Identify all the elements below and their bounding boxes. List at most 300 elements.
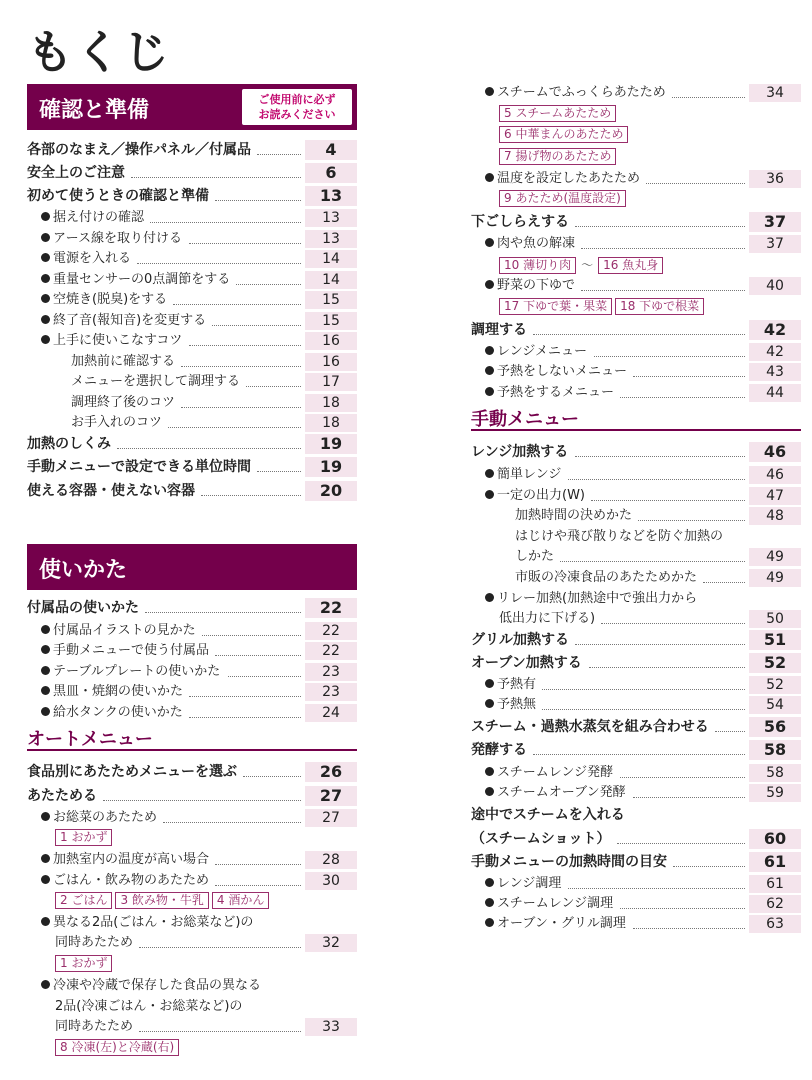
- bullet-icon: [485, 87, 494, 96]
- page-number: 60: [749, 829, 801, 849]
- toc-entry[interactable]: [27, 682, 357, 702]
- page-number: 18: [305, 414, 357, 432]
- section-title: 確認と準備: [39, 98, 150, 123]
- dot-leader: [173, 290, 301, 305]
- bullet-icon: [485, 767, 494, 776]
- page-number: 15: [305, 291, 357, 309]
- page-number: 62: [749, 895, 801, 913]
- menu-ref-tag[interactable]: 4 酒かん: [212, 892, 269, 909]
- entry-label: [471, 212, 569, 232]
- entry-text: 低出力に下げる): [499, 611, 596, 626]
- toc-entry[interactable]: [471, 914, 801, 934]
- dot-leader: [163, 808, 301, 823]
- entry-label: [41, 331, 182, 351]
- toc-entry[interactable]: [471, 362, 801, 382]
- dot-leader: [633, 362, 745, 377]
- toc-entry[interactable]: [471, 653, 801, 673]
- entry-label: [485, 234, 575, 254]
- entry-label: [27, 481, 195, 501]
- toc-entry[interactable]: [471, 465, 801, 485]
- toc-entry[interactable]: [471, 83, 801, 103]
- page-number: 52: [749, 653, 801, 673]
- dot-leader: [638, 506, 745, 521]
- toc-entry[interactable]: [471, 320, 801, 340]
- entry-text: 調理する: [471, 322, 527, 338]
- entry-text: 簡単レンジ: [497, 467, 562, 482]
- entry-text: 安全上のご注意: [27, 165, 125, 181]
- page-number: 22: [305, 642, 357, 660]
- toc-entry[interactable]: [27, 311, 357, 331]
- entry-text: 下ごしらえする: [471, 214, 569, 230]
- entry-text: スチームレンジ発酵: [497, 765, 614, 780]
- toc-entry[interactable]: [471, 589, 801, 609]
- page-number: 59: [749, 784, 801, 802]
- entry-label: [485, 83, 666, 103]
- entry-text: 据え付けの確認: [53, 210, 145, 225]
- dot-leader: [560, 547, 745, 562]
- page-number: 47: [749, 487, 801, 505]
- dot-leader: [533, 740, 745, 755]
- toc-entry[interactable]: [27, 621, 357, 641]
- page-number: 13: [305, 230, 357, 248]
- toc-entry[interactable]: [471, 442, 801, 462]
- bullet-icon: [485, 490, 494, 499]
- toc-entry[interactable]: [471, 276, 801, 296]
- dot-leader: [542, 695, 745, 710]
- page-number: 46: [749, 466, 801, 484]
- entry-text: 付属品の使いかた: [27, 600, 139, 616]
- entry-text: 異なる2品(ごはん・お総菜など)の: [53, 915, 254, 930]
- menu-ref-tags: [499, 105, 619, 123]
- entry-text: アース線を取り付ける: [53, 231, 182, 246]
- toc-entry[interactable]: [471, 805, 801, 825]
- entry-label: [485, 362, 627, 382]
- dot-leader: [575, 212, 745, 227]
- entry-text: 給水タンクの使いかた: [53, 705, 183, 720]
- dot-leader: [542, 675, 745, 690]
- menu-ref-tag[interactable]: 10 薄切り肉: [499, 257, 576, 274]
- dot-leader: [189, 682, 301, 697]
- page-number: 58: [749, 764, 801, 782]
- dot-leader: [633, 783, 745, 798]
- toc-entry[interactable]: [27, 186, 357, 206]
- entry-label: [41, 871, 209, 891]
- page-number: 26: [305, 762, 357, 782]
- toc-entry[interactable]: [471, 169, 801, 189]
- entry-label: [471, 442, 568, 462]
- note-line: ご使用前に必ず: [258, 93, 336, 106]
- menu-ref-tags: [55, 1039, 182, 1057]
- dot-leader: [533, 320, 745, 335]
- bullet-icon: [41, 253, 50, 262]
- toc-entry[interactable]: [27, 762, 357, 782]
- menu-ref-tag[interactable]: 16 魚丸身: [598, 257, 663, 274]
- bullet-icon: [41, 980, 50, 989]
- entry-text: レンジ調理: [497, 876, 562, 891]
- toc-entry[interactable]: [27, 933, 357, 953]
- toc-entry[interactable]: [471, 609, 801, 629]
- page-number: 56: [749, 717, 801, 737]
- entry-label: [485, 589, 697, 609]
- entry-text: 調理終了後のコツ: [71, 395, 176, 410]
- entry-text: 2品(冷凍ごはん・お総菜など)の: [55, 999, 243, 1014]
- section-heading-manual-menu: [471, 405, 801, 431]
- dot-leader: [212, 311, 301, 326]
- entry-text: 同時あたため: [55, 1019, 134, 1034]
- entry-text: 予熱有: [497, 677, 537, 692]
- page-number: 20: [305, 481, 357, 501]
- dot-leader: [117, 434, 301, 449]
- page-number: 36: [749, 170, 801, 188]
- bullet-icon: [485, 173, 494, 182]
- entry-label: [27, 186, 209, 206]
- menu-ref-tag[interactable]: 3 飲み物・牛乳: [115, 892, 208, 909]
- entry-label: [71, 393, 175, 413]
- entry-text: レンジ加熱する: [471, 444, 569, 460]
- entry-label: [485, 914, 626, 934]
- toc-entry[interactable]: [27, 208, 357, 228]
- menu-ref-tag[interactable]: 18 下ゆで根菜: [615, 298, 704, 315]
- toc-entry[interactable]: [471, 486, 801, 506]
- entry-text: 加熱前に確認する: [71, 354, 176, 369]
- toc-entry[interactable]: [27, 598, 357, 618]
- dot-leader: [215, 641, 301, 656]
- page-title: もくじ: [27, 25, 171, 79]
- dot-leader: [673, 852, 745, 867]
- menu-ref-tag[interactable]: 17 下ゆで葉・果菜: [499, 298, 612, 315]
- toc-entry[interactable]: [27, 703, 357, 723]
- dot-leader: [139, 933, 301, 948]
- section-heading-auto-menu: [27, 725, 357, 751]
- toc-entry[interactable]: [471, 783, 801, 803]
- dot-leader: [236, 270, 301, 285]
- page-number: 23: [305, 683, 357, 701]
- page-number: 28: [305, 851, 357, 869]
- page-number: 4: [305, 140, 357, 160]
- dot-leader: [246, 372, 301, 387]
- toc-entry[interactable]: [471, 894, 801, 914]
- toc-entry[interactable]: [27, 1017, 357, 1037]
- toc-entry[interactable]: [27, 997, 357, 1017]
- entry-label: [485, 486, 585, 506]
- menu-ref-tag[interactable]: 8 冷凍(左)と冷蔵(右): [55, 1039, 179, 1056]
- entry-text: お手入れのコツ: [71, 415, 163, 430]
- entry-text: リレー加熱(加熱途中で強出力から: [497, 591, 698, 606]
- entry-label: [485, 342, 587, 362]
- toc-entry[interactable]: [471, 568, 801, 588]
- entry-text: 食品別にあたためメニューを選ぶ: [27, 764, 237, 780]
- toc-entry[interactable]: [471, 212, 801, 232]
- toc-entry[interactable]: [27, 662, 357, 682]
- read-before-use-note: [242, 89, 352, 125]
- bullet-icon: [485, 387, 494, 396]
- entry-text: 肉や魚の解凍: [497, 236, 576, 251]
- bullet-icon: [41, 666, 50, 675]
- entry-label: [471, 320, 527, 340]
- entry-text: 手動メニューで設定できる単位時間: [27, 459, 251, 475]
- section-title: オートメニュー: [27, 729, 153, 750]
- toc-entry[interactable]: [471, 383, 801, 403]
- note-line: お読みください: [258, 108, 336, 121]
- dot-leader: [646, 169, 745, 184]
- page-number: 6: [305, 163, 357, 183]
- toc-entry[interactable]: [471, 695, 801, 715]
- page-number: 61: [749, 852, 801, 872]
- dot-leader: [257, 457, 301, 472]
- entry-text: しかた: [515, 549, 555, 564]
- bullet-icon: [41, 294, 50, 303]
- entry-text: 同時あたため: [55, 935, 134, 950]
- dot-leader: [581, 276, 745, 291]
- menu-ref-tag[interactable]: 5 スチームあたため: [499, 105, 616, 122]
- toc-entry[interactable]: [27, 786, 357, 806]
- toc-entry[interactable]: [27, 641, 357, 661]
- bullet-icon: [485, 593, 494, 602]
- entry-text: スチーム・過熱水蒸気を組み合わせる: [471, 719, 709, 735]
- dot-leader: [189, 229, 301, 244]
- entry-text: スチームオーブン発酵: [497, 785, 626, 800]
- toc-entry[interactable]: [27, 850, 357, 870]
- dot-leader: [568, 874, 745, 889]
- entry-label: [55, 997, 242, 1017]
- toc-entry[interactable]: [27, 229, 357, 249]
- menu-ref-tags: [499, 298, 707, 316]
- page-number: 42: [749, 343, 801, 361]
- bullet-icon: [41, 212, 50, 221]
- dot-leader: [243, 762, 301, 777]
- dot-leader: [202, 621, 301, 636]
- entry-text: 加熱時間の決めかた: [515, 508, 633, 523]
- toc-entry[interactable]: [27, 331, 357, 351]
- entry-label: [471, 829, 610, 849]
- entry-label: [41, 270, 230, 290]
- entry-label: [515, 547, 554, 567]
- bullet-icon: [41, 315, 50, 324]
- page-number: 54: [749, 696, 801, 714]
- entry-text: あたためる: [27, 788, 97, 804]
- page-number: 32: [305, 934, 357, 952]
- toc-entry[interactable]: [27, 270, 357, 290]
- entry-label: [71, 352, 175, 372]
- toc-entry[interactable]: [471, 874, 801, 894]
- dot-leader: [215, 186, 301, 201]
- entry-label: [485, 695, 536, 715]
- entry-text: 一定の出力(W): [497, 488, 585, 503]
- section-title: 手動メニュー: [471, 409, 579, 430]
- entry-text: 冷凍や冷蔵で保存した食品の異なる: [53, 978, 262, 993]
- entry-text: 重量センサーの0点調節をする: [53, 272, 231, 287]
- entry-text: 黒皿・焼網の使いかた: [53, 684, 184, 699]
- entry-text: レンジメニュー: [497, 344, 587, 359]
- page-number: 27: [305, 786, 357, 806]
- toc-entry[interactable]: [27, 249, 357, 269]
- page-number: 14: [305, 250, 357, 268]
- bullet-icon: [485, 238, 494, 247]
- bullet-icon: [41, 274, 50, 283]
- entry-label: [485, 675, 536, 695]
- entry-label: [71, 372, 240, 392]
- toc-entry[interactable]: [27, 976, 357, 996]
- entry-text: 付属品イラストの見かた: [53, 623, 196, 638]
- menu-ref-tag[interactable]: 6 中華まんのあたため: [499, 126, 628, 143]
- entry-text: お総菜のあたため: [53, 810, 158, 825]
- entry-text: 予熱をするメニュー: [497, 385, 615, 400]
- toc-entry[interactable]: [27, 393, 357, 413]
- toc-entry[interactable]: [471, 630, 801, 650]
- page-number: 22: [305, 598, 357, 618]
- menu-ref-tag[interactable]: 1 おかず: [55, 955, 112, 972]
- menu-ref-tag[interactable]: 1 おかず: [55, 829, 112, 846]
- menu-ref-tags: [499, 126, 631, 144]
- entry-label: [55, 1017, 133, 1037]
- bullet-icon: [41, 686, 50, 695]
- page-number: 14: [305, 271, 357, 289]
- entry-text: スチームレンジ調理: [497, 896, 614, 911]
- dot-leader: [591, 486, 745, 501]
- entry-text: オーブン加熱する: [471, 655, 582, 671]
- entry-label: [41, 208, 144, 228]
- toc-entry[interactable]: [471, 740, 801, 760]
- entry-label: [471, 630, 569, 650]
- page-number: 19: [305, 457, 357, 477]
- entry-label: [485, 383, 614, 403]
- page-number: 52: [749, 676, 801, 694]
- entry-text: 途中でスチームを入れる: [471, 807, 625, 823]
- page-number: 19: [305, 434, 357, 454]
- toc-entry[interactable]: [471, 527, 801, 547]
- entry-label: [485, 894, 613, 914]
- entry-label: [485, 783, 626, 803]
- page-number: 33: [305, 1018, 357, 1036]
- entry-label: [55, 933, 133, 953]
- toc-entry[interactable]: [471, 547, 801, 567]
- dot-leader: [168, 413, 301, 428]
- toc-entry[interactable]: [27, 140, 357, 160]
- dot-leader: [137, 249, 301, 264]
- entry-label: [27, 457, 251, 477]
- bullet-icon: [485, 787, 494, 796]
- page-number: 61: [749, 875, 801, 893]
- dot-leader: [620, 763, 745, 778]
- entry-label: [41, 808, 157, 828]
- toc-entry[interactable]: [27, 290, 357, 310]
- entry-text: 発酵する: [471, 742, 527, 758]
- bullet-icon: [41, 625, 50, 634]
- dot-leader: [568, 465, 745, 480]
- entry-text: （スチームショット）: [471, 831, 611, 847]
- entry-label: [41, 976, 261, 996]
- page-number: 37: [749, 212, 801, 232]
- entry-text: 空焼き(脱臭)をする: [53, 292, 168, 307]
- page-number: 48: [749, 507, 801, 525]
- toc-entry[interactable]: [471, 852, 801, 872]
- entry-text: 予熱無: [497, 697, 537, 712]
- page-number: 16: [305, 353, 357, 371]
- page-number: 63: [749, 915, 801, 933]
- menu-ref-tag[interactable]: 7 揚げ物のあたため: [499, 148, 616, 165]
- page-number: 37: [749, 235, 801, 253]
- entry-label: [515, 506, 632, 526]
- entry-text: グリル加熱する: [471, 632, 569, 648]
- dot-leader: [601, 609, 745, 624]
- toc-entry[interactable]: [471, 829, 801, 849]
- entry-label: [485, 276, 575, 296]
- toc-entry[interactable]: [27, 457, 357, 477]
- entry-text: 初めて使うときの確認と準備: [27, 188, 209, 204]
- dot-leader: [257, 140, 301, 155]
- dot-leader: [633, 914, 745, 929]
- entry-text: メニューを選択して調理する: [71, 374, 241, 389]
- dot-leader: [139, 1017, 301, 1032]
- entry-label: [27, 598, 139, 618]
- toc-entry[interactable]: [471, 717, 801, 737]
- entry-text: 終了音(報知音)を変更する: [53, 313, 207, 328]
- entry-label: [471, 653, 582, 673]
- entry-text: 予熱をしないメニュー: [497, 364, 628, 379]
- toc-entry[interactable]: [27, 372, 357, 392]
- menu-ref-tags: [55, 955, 115, 973]
- dot-leader: [131, 163, 301, 178]
- toc-entry[interactable]: [27, 352, 357, 372]
- bullet-icon: [485, 280, 494, 289]
- bullet-icon: [41, 812, 50, 821]
- page-number: 34: [749, 84, 801, 102]
- menu-ref-tags: [499, 148, 619, 166]
- dot-leader: [575, 630, 745, 645]
- dot-leader: [589, 653, 745, 668]
- toc-entry[interactable]: [27, 913, 357, 933]
- entry-text: 電源を入れる: [53, 251, 132, 266]
- entry-label: [41, 641, 209, 661]
- entry-label: [41, 913, 253, 933]
- bullet-icon: [41, 335, 50, 344]
- menu-ref-tag[interactable]: 2 ごはん: [55, 892, 112, 909]
- toc-entry[interactable]: [471, 506, 801, 526]
- toc-entry[interactable]: [27, 808, 357, 828]
- bullet-icon: [41, 707, 50, 716]
- page-number: 15: [305, 312, 357, 330]
- bullet-icon: [485, 366, 494, 375]
- toc-entry[interactable]: [471, 342, 801, 362]
- entry-text: 手動メニューの加熱時間の目安: [471, 854, 667, 870]
- page-number: 17: [305, 373, 357, 391]
- entry-label: [515, 527, 723, 547]
- toc-entry[interactable]: [27, 871, 357, 891]
- dot-leader: [181, 352, 301, 367]
- entry-text: スチームでふっくらあたため: [497, 85, 666, 100]
- toc-entry[interactable]: [27, 163, 357, 183]
- entry-label: [27, 140, 251, 160]
- entry-label: [27, 163, 125, 183]
- menu-ref-tag[interactable]: 9 あたため(温度設定): [499, 190, 626, 207]
- entry-text: はじけや飛び散りなどを防ぐ加熱の: [515, 529, 724, 544]
- page-number: 22: [305, 622, 357, 640]
- toc-entry[interactable]: [471, 234, 801, 254]
- toc-entry[interactable]: [27, 434, 357, 454]
- entry-label: [41, 229, 182, 249]
- toc-entry[interactable]: [471, 675, 801, 695]
- toc-entry[interactable]: [27, 413, 357, 433]
- toc-entry[interactable]: [471, 763, 801, 783]
- entry-label: [471, 805, 625, 825]
- dot-leader: [145, 598, 301, 613]
- entry-text: 上手に使いこなすコツ: [53, 333, 183, 348]
- page-number: 44: [749, 384, 801, 402]
- entry-label: [71, 413, 162, 433]
- entry-label: [27, 434, 111, 454]
- bullet-icon: [485, 699, 494, 708]
- toc-entry[interactable]: [27, 481, 357, 501]
